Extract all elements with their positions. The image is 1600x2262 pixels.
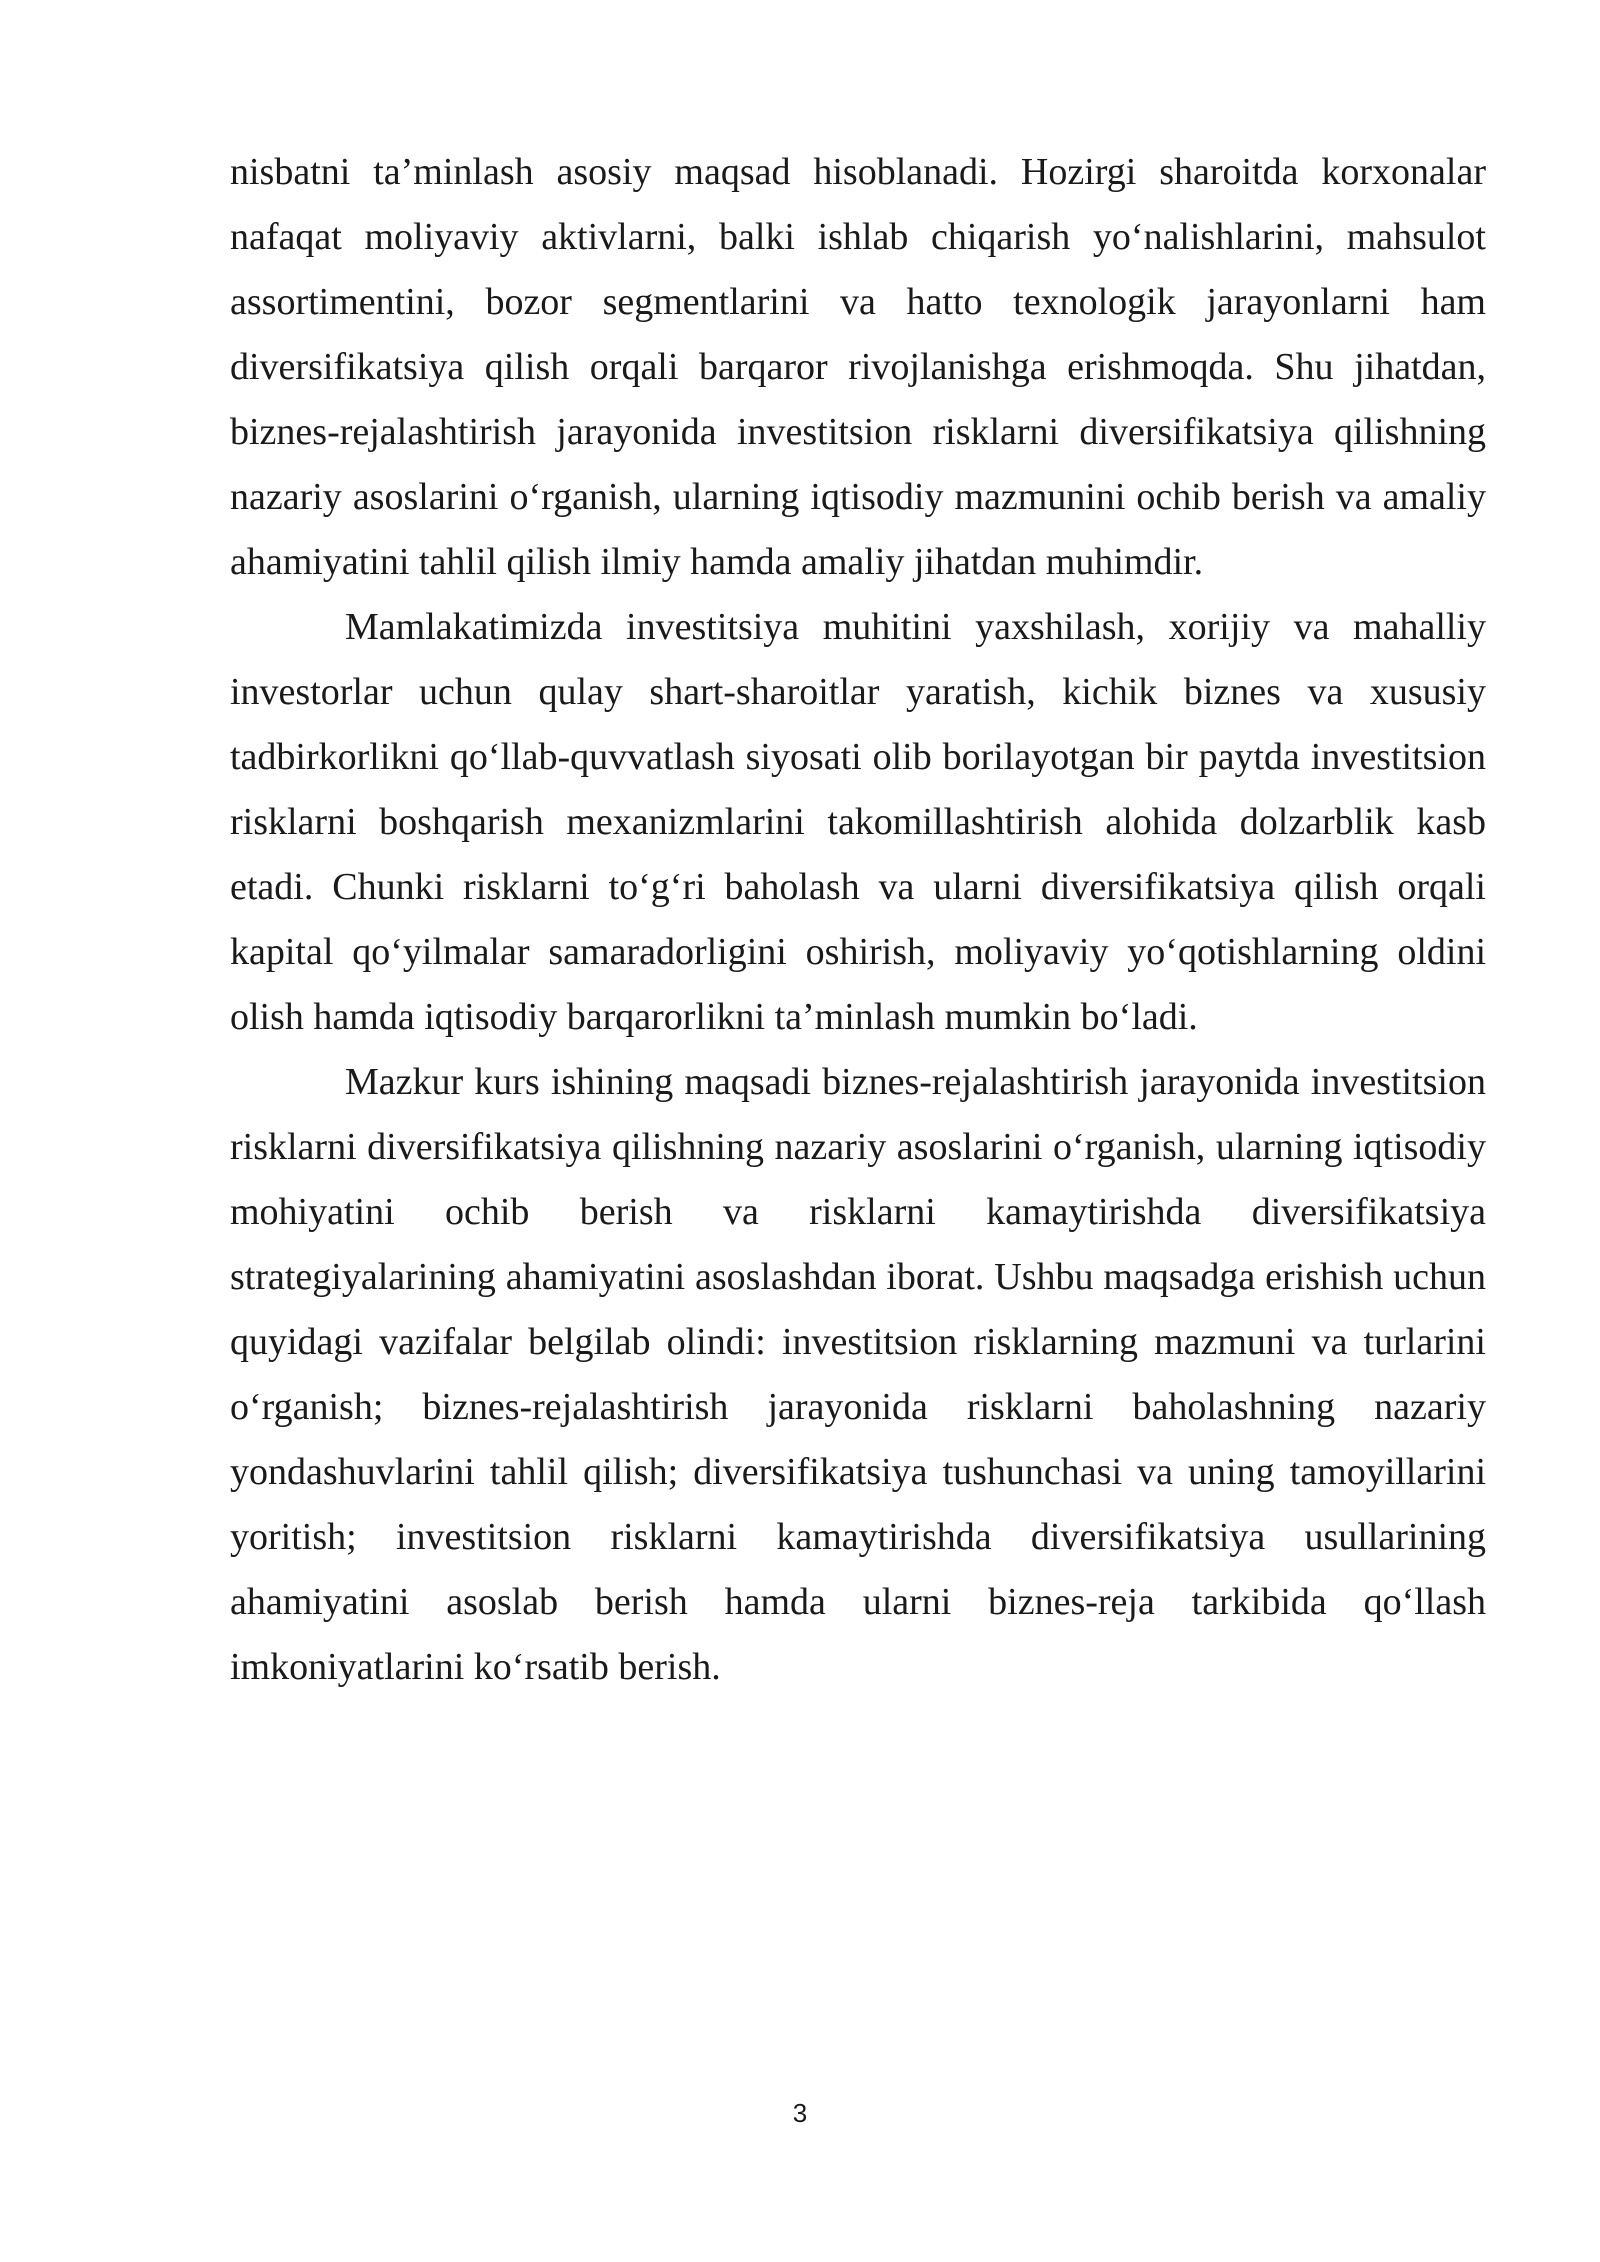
page-number: 3	[792, 2098, 808, 2128]
body-text	[230, 140, 1486, 1700]
paragraph-3: Mazkur kurs ishining maqsadi biznes-rejalashtirish jarayonida investitsion risklarni diversifikatsiya qilishning nazariy asoslarini o‘rganish, ularning iqtisodiy mohiyatini ochib berish va risklarni kamaytirishda diversifikatsiya strategiyalarining ahamiyatini asoslashdan iborat. Ushbu maqsadga erishish uchun quyidagi vazifalar belgilab olindi: investitsion risklarning mazmuni va turlarini o‘rganish; biznes-rejalashtirish jarayonida risklarni baholashning nazariy yondashuvlarini tahlil qilish; diversifikatsiya tushunchasi va uning tamoyillarini yoritish; investitsion risklarni kamaytirishda diversifikatsiya usullarining ahamiyatini asoslab berish hamda ularni biznes-reja tarkibida qo‘llash imkoniyatlarini ko‘rsatib berish.	[230, 1061, 1486, 1688]
paragraph-1: nisbatni ta’minlash asosiy maqsad hisoblanadi. Hozirgi sharoitda korxonalar nafaqat moliyaviy aktivlarni, balki ishlab chiqarish yo‘nalishlarini, mahsulot assortimentini, bozor segmentlarini va hatto texnologik jarayonlarni ham diversifikatsiya qilish orqali barqaror rivojlanishga erishmoqda. Shu jihatdan, biznes-rejalashtirish jarayonida investitsion risklarni diversifikatsiya qilishning nazariy asoslarini o‘rganish, ularning iqtisodiy mazmunini ochib berish va amaliy ahamiyatini tahlil qilish ilmiy hamda amaliy jihatdan muhimdir.	[230, 151, 1486, 583]
paragraph-2: Mamlakatimizda investitsiya muhitini yaxshilash, xorijiy va mahalliy investorlar uchun qulay shart-sharoitlar yaratish, kichik biznes va xususiy tadbirkorlikni qo‘llab-quvvatlash siyosati olib borilayotgan bir paytda investitsion risklarni boshqarish mexanizmlarini takomillashtirish alohida dolzarblik kasb etadi. Chunki risklarni to‘g‘ri baholash va ularni diversifikatsiya qilish orqali kapital qo‘yilmalar samaradorligini oshirish, moliyaviy yo‘qotishlarning oldini olish hamda iqtisodiy barqarorlikni ta’minlash mumkin bo‘ladi.	[230, 606, 1486, 1038]
